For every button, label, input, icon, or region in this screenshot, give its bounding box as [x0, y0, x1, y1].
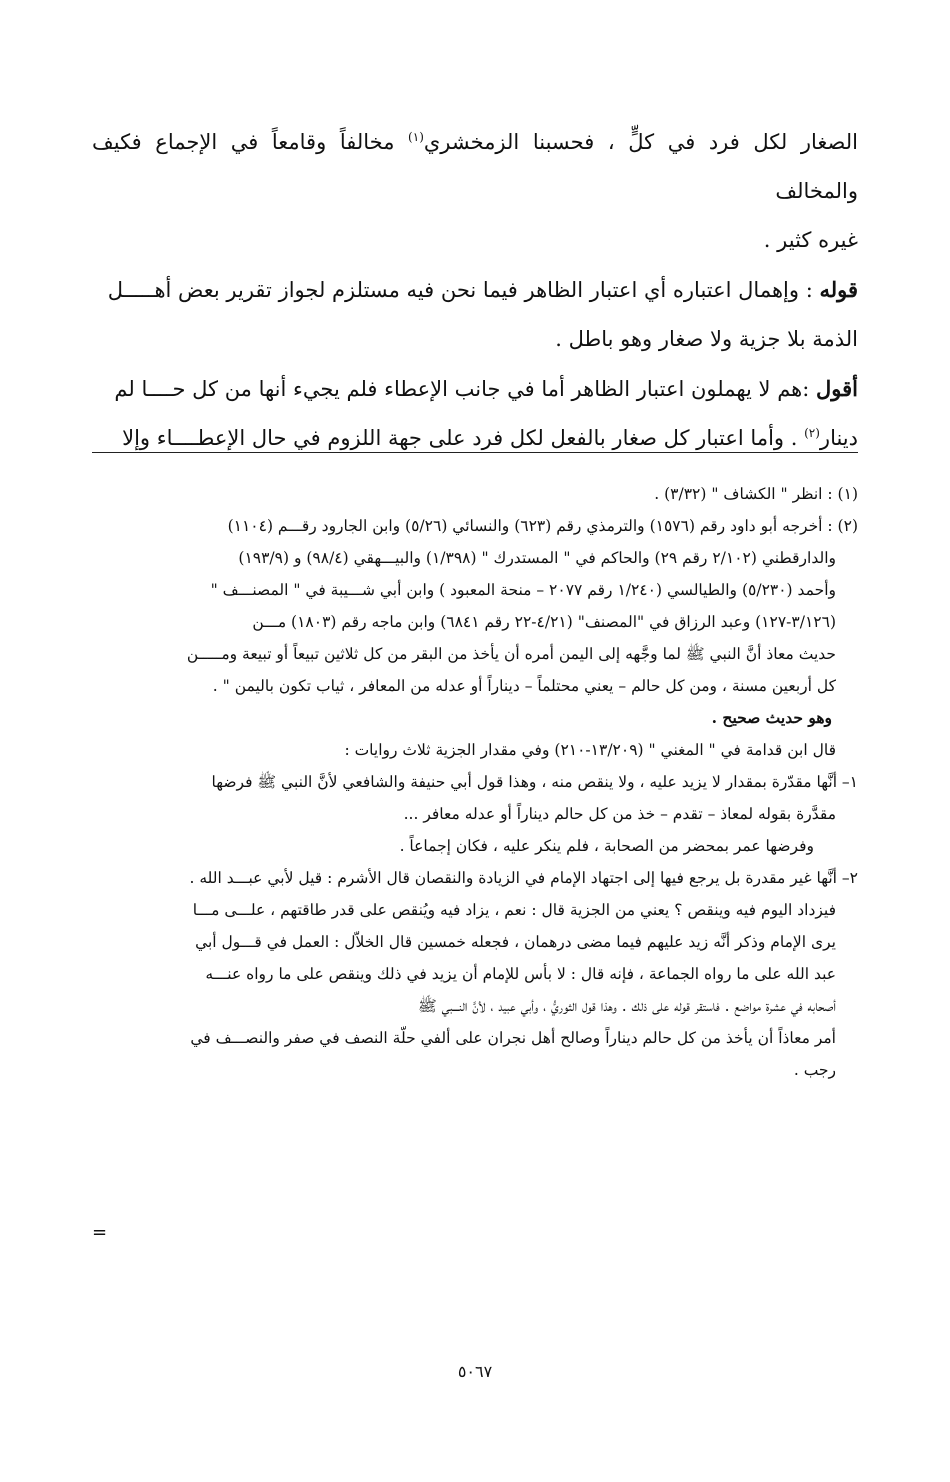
aqulu-label: أقول — [816, 376, 858, 401]
paragraph-1-line-1 — [92, 118, 858, 216]
paragraph-1-line-2: غيره كثير . — [763, 228, 858, 252]
footnote-2-line: عبد الله على ما رواه الجماعة ، فإنه قال : لا بأس للإمام أن يزيد في ذلك وينقص على ما رواه عنـــه — [205, 965, 836, 983]
paragraph-3-line-1 — [92, 364, 858, 414]
footnote-2-line: مقدَّرة بقوله لمعاذ – تقدم – خذ من كل حالم ديناراً أو عدله معافر ... — [403, 805, 836, 823]
text-span: دينار — [819, 426, 858, 450]
page-number: ٥٠٦٧ — [457, 1362, 493, 1381]
footnote-separator — [92, 452, 858, 453]
continuation-mark: = — [92, 1222, 108, 1243]
footnote-1: (١) : انظر " الكشاف " (٣/٣٢) . — [654, 485, 858, 503]
paragraph-3-line-2 — [92, 414, 858, 463]
footnote-2-line: والدارقطني (٢/١٠٢ رقم ٢٩) والحاكم في " المستدرك " (١/٣٩٨) والبيـــهقي (٩٨/٤) و (١٩٣/٩) — [238, 549, 836, 567]
footnote-2-line: ٢– أنَّها غير مقدرة بل يرجع فيها إلى اجتهاد الإمام في الزيادة والنقصان قال الأشرم : قيل لأبي عبـــد الله . — [189, 869, 858, 887]
hadith-grade: وهو حديث صحيح . — [711, 708, 832, 727]
footnote-ref-2: (٢) — [804, 426, 820, 440]
footnote-2-line: أمر معاذاً أن يأخذ من كل حالم ديناراً وصالح أهل نجران على ألفي حلّة النصف في صفر والنصـــف في — [190, 1029, 836, 1047]
footnote-2-line: (٢) : أخرجه أبو داود رقم (١٥٧٦) والترمذي رقم (٦٢٣) والنسائي (٥/٢٦) وابن الجارود رقـــم (١١٠٤) — [227, 517, 858, 535]
text-span: الصغار لكل فرد في كلٍّ ، فحسبنا الزمخشري — [423, 130, 858, 154]
footnote-2-line: (٣/١٢٦-١٢٧) وعبد الرزاق في "المصنف" (٤/٢١-٢٢ رقم ٦٨٤١) وابن ماجه رقم (١٨٠٣) مـــن — [252, 613, 836, 631]
paragraph-2-line-1 — [92, 265, 858, 315]
qawluhu-label: قوله — [819, 277, 858, 302]
footnote-2-line: أصحابه في عشرة مواضع . فاستقر قوله على ذلك . وهذا قول الثوريُّ ، وأبي عبيد ، لأنَّ النـــبي ﷺ — [418, 997, 836, 1015]
footnote-ref-1: (١) — [408, 130, 424, 144]
footnote-2-line: رجب . — [793, 1061, 836, 1079]
footnote-2-line: قال ابن قدامة في " المغني " (١٣/٢٠٩-٢١٠) وفي مقدار الجزية ثلاث روايات : — [344, 741, 836, 759]
footnote-2-line: ١– أنَّها مقدّرة بمقدار لا يزيد عليه ، ولا ينقص منه ، وهذا قول أبي حنيفة والشافعي لأنَّ النبي ﷺ فرضها — [211, 773, 858, 791]
footnote-2-line: يرى الإمام وذكر أنَّه زيد عليهم فيما مضى درهمان ، فجعله خمسين قال الخلاّل : العمل في قـــول أبي — [195, 933, 836, 951]
footnote-2-line: وفرضها عمر بمحضر من الصحابة ، فلم ينكر عليه ، فكان إجماعاً . — [399, 837, 814, 855]
paragraph-2-line-2: الذمة بلا جزية ولا صغار وهو باطل . — [555, 327, 858, 351]
footnote-2-line: حديث معاذ أنَّ النبي ﷺ لما وجَّهه إلى اليمن أمره أن يأخذ من البقر من كل ثلاثين تبيعاً أو تبيعة ومـــــن — [186, 645, 836, 663]
text-span: : وإهمال اعتباره أي اعتبار الظاهر فيما نحن فيه مستلزم لجواز تقرير بعض أهـــــل — [107, 278, 820, 302]
text-span: مخالفاً وقامعاً في الإجماع فكيف والمخالف — [92, 130, 858, 203]
footnote-2-line: وأحمد (٥/٢٣٠) والطيالسي (١/٢٤٠ رقم ٢٠٧٧ – منحة المعبود ) وابن أبي شـــيبة في " المصنـــف " — [210, 581, 836, 599]
main-text — [92, 118, 858, 463]
footnote-2-line: كل أربعين مسنة ، ومن كل حالم – يعني محتلماً – ديناراً أو عدله من المعافر ، ثياب تكون باليمن " . — [212, 677, 836, 695]
text-span: . وأما اعتبار كل صغار بالفعل لكل فرد على جهة اللزوم في حال الإعطــــاء وإلا — [122, 426, 805, 450]
footnote-2-line: فيزداد اليوم فيه وينقص ؟ يعني من الجزية قال : نعم ، يزاد فيه ويُنقص على قدر طاقتهم ، علـــى مـــا — [192, 901, 836, 919]
text-span: :هم لا يهملون اعتبار الظاهر أما في جانب الإعطاء فلم يجيء أنها من كل حــــا لم — [114, 377, 817, 401]
footnotes — [84, 478, 858, 1086]
